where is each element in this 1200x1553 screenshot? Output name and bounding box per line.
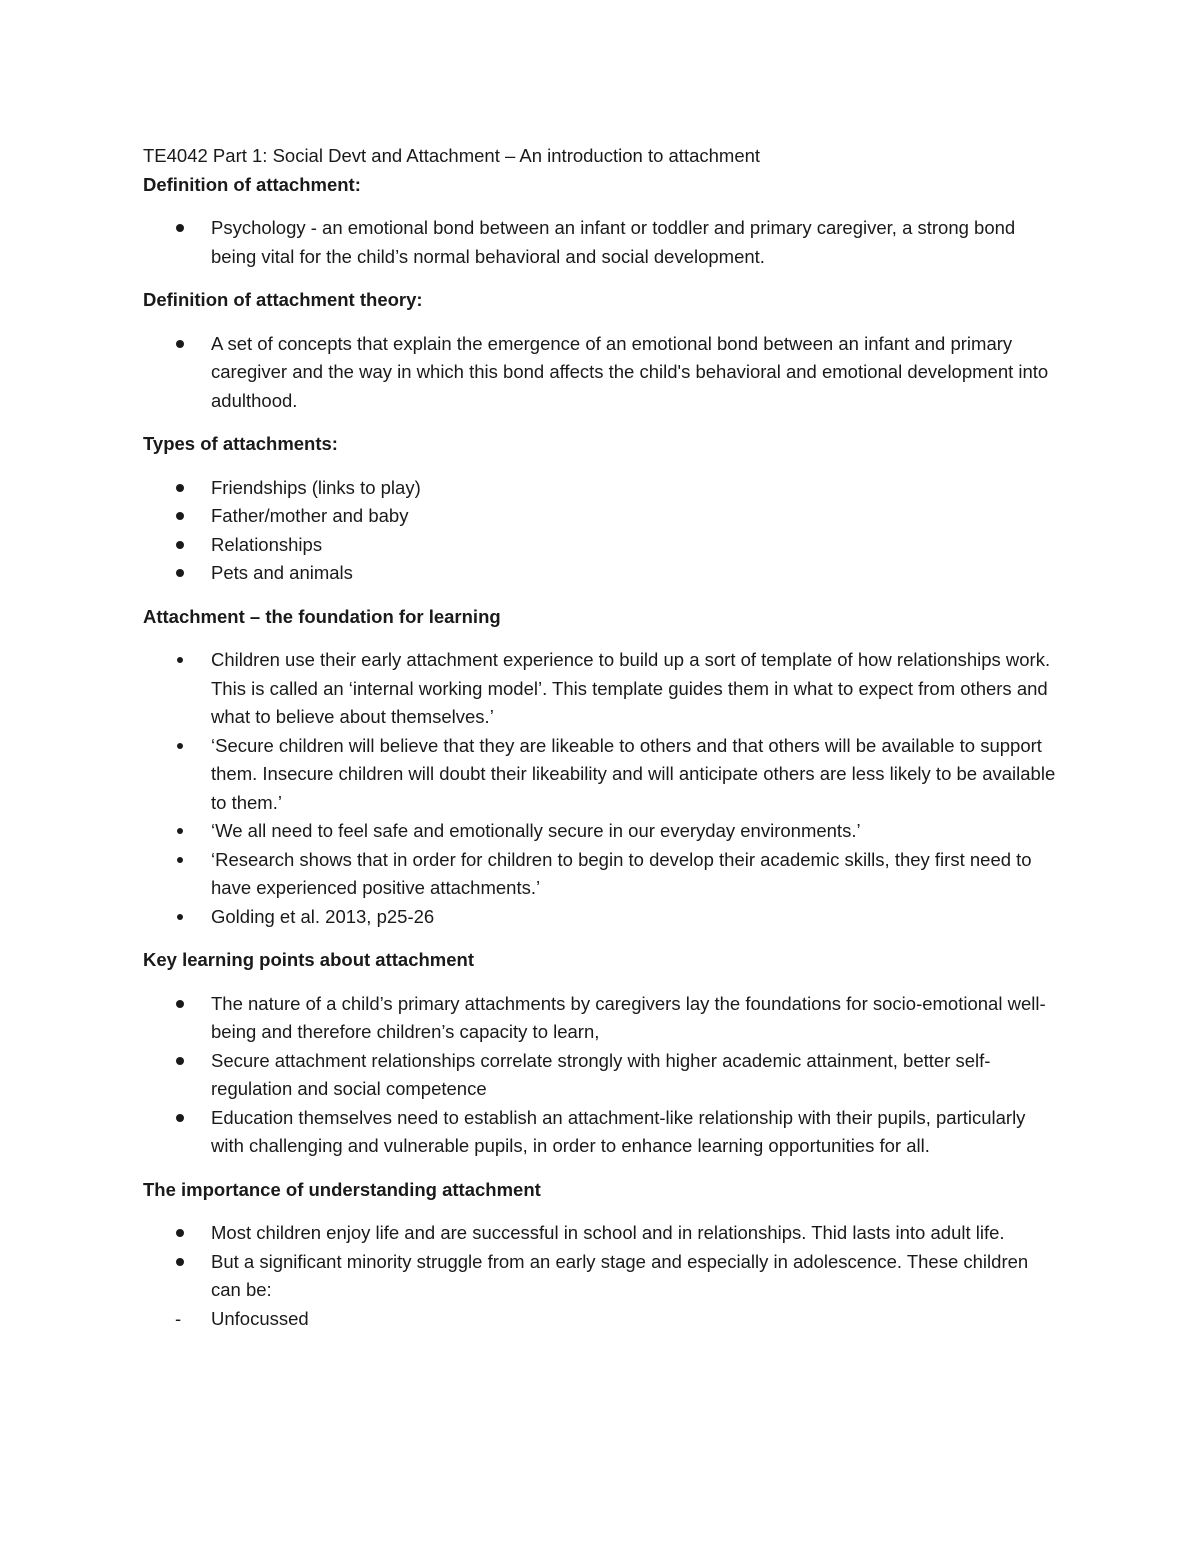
- list-item: [143, 1047, 1063, 1104]
- list-item-text: Golding et al. 2013, p25-26: [211, 905, 435, 927]
- bullet-icon: [177, 657, 183, 663]
- list-item: [143, 474, 1063, 503]
- bullet-icon: [176, 512, 184, 520]
- list-item: [143, 330, 1063, 416]
- list-item: [143, 559, 1063, 588]
- document-title: TE4042 Part 1: Social Devt and Attachment – An introduction to attachment: [143, 145, 761, 166]
- list-item-text: Secure attachment relationships correlate strongly with higher academic attainment, better self-regulation and social competence: [211, 1049, 991, 1099]
- bullet-icon: [177, 828, 183, 834]
- list-item: [143, 646, 1063, 732]
- section-heading-definition-of-attachment-theory: Definition of attachment theory:: [143, 289, 423, 310]
- list-item: [143, 903, 1063, 932]
- list-item-text: ‘We all need to feel safe and emotionally secure in our everyday environments.’: [211, 820, 861, 841]
- section-heading-foundation-for-learning: Attachment – the foundation for learning: [143, 605, 501, 627]
- dash-list-item: [143, 1305, 1063, 1334]
- bullet-icon: [176, 484, 184, 492]
- list-item-text: Education themselves need to establish an attachment-like relationship with their pupils, particularly with challenging and vulnerable pupils, in order to enhance learning opportunities for all.: [211, 1106, 1026, 1156]
- list-item-text: Most children enjoy life and are successful in school and in relationships. Thid lasts into adult life.: [211, 1222, 1005, 1243]
- bullet-icon: [176, 1229, 184, 1237]
- list-item: [143, 502, 1063, 531]
- list-item-text: Relationships: [211, 533, 323, 555]
- bullet-icon: [177, 914, 183, 920]
- list-item-text: ‘Secure children will believe that they are likeable to others and that others will be available to support them. Insecure children will doubt their likeability and will anticipate others are less likely to be available to them.’: [211, 734, 1056, 813]
- list-item: [143, 531, 1063, 560]
- bullet-icon: [177, 743, 183, 749]
- bullet-icon: [177, 857, 183, 863]
- bullet-icon: [176, 1057, 184, 1065]
- bullet-icon: [176, 340, 184, 348]
- list-item-text: The nature of a child’s primary attachments by caregivers lay the foundations for socio-emotional well-being and therefore children’s capacity to learn,: [211, 992, 1046, 1042]
- list-item-text: But a significant minority struggle from an early stage and especially in adolescence. These children can be:: [211, 1250, 1029, 1300]
- bullet-list: [143, 646, 1063, 931]
- bullet-icon: [176, 1258, 184, 1266]
- section-heading-definition-of-attachment: Definition of attachment:: [143, 173, 361, 195]
- section-heading-importance-of-understanding: The importance of understanding attachment: [143, 1178, 541, 1200]
- section-heading-types-of-attachments: Types of attachments:: [143, 433, 338, 454]
- bullet-list: [143, 474, 1063, 588]
- list-item: [143, 1248, 1063, 1305]
- list-item-text: ‘Research shows that in order for children to begin to develop their academic skills, they first need to have experienced positive attachments.’: [211, 848, 1032, 898]
- list-item: [143, 1104, 1063, 1161]
- list-item-text: Children use their early attachment experience to build up a sort of template of how relationships work. This is called an ‘internal working model’. This template guides them in what to expect from others and what to believe about themselves.’: [211, 649, 1051, 727]
- bullet-icon: [176, 1114, 184, 1122]
- list-item: [143, 817, 1063, 846]
- bullet-list: [143, 1219, 1063, 1305]
- list-item-text: Friendships (links to play): [211, 476, 421, 498]
- list-item: [143, 1219, 1063, 1248]
- bullet-icon: [176, 224, 184, 232]
- document-page: [143, 142, 1063, 1333]
- list-item-text: Father/mother and baby: [211, 505, 409, 526]
- bullet-list: [143, 214, 1063, 271]
- bullet-icon: [176, 1000, 184, 1008]
- list-item: [143, 846, 1063, 903]
- dash-list: [143, 1305, 1063, 1334]
- bullet-list: [143, 330, 1063, 416]
- list-item: [143, 990, 1063, 1047]
- dash-icon: -: [175, 1307, 182, 1329]
- bullet-icon: [176, 569, 184, 577]
- dash-list-item-text: Unfocussed: [211, 1307, 309, 1329]
- list-item: [143, 732, 1063, 818]
- list-item-text: Psychology - an emotional bond between an infant or toddler and primary caregiver, a strong bond being vital for the child’s normal behavioral and social development.: [211, 217, 1016, 267]
- list-item-text: Pets and animals: [211, 562, 353, 583]
- bullet-list: [143, 990, 1063, 1161]
- list-item-text: A set of concepts that explain the emergence of an emotional bond between an infant and primary caregiver and the way in which this bond affects the child's behavioral and emotional development into adulthood.: [211, 332, 1049, 411]
- section-heading-key-learning-points: Key learning points about attachment: [143, 949, 474, 970]
- bullet-icon: [176, 541, 184, 549]
- list-item: [143, 214, 1063, 271]
